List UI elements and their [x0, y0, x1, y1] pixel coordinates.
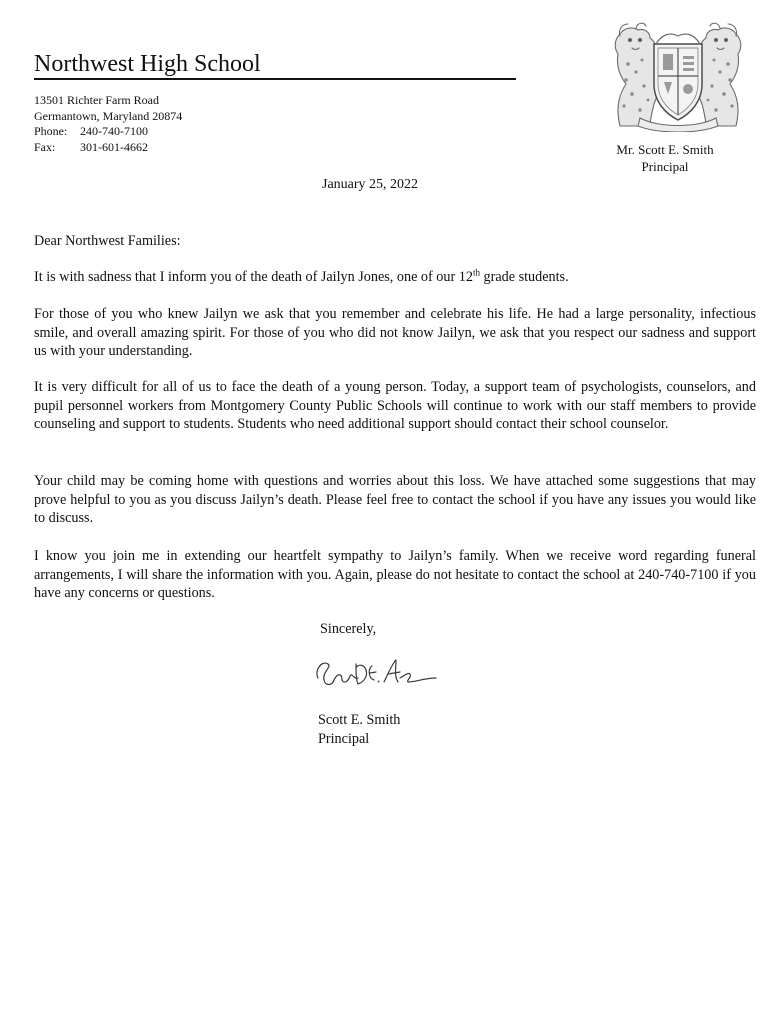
- paragraph-3: It is very difficult for all of us to face the death of a young person. Today, a support team of psychologists, counselors, and pupil personnel workers from Montgomery County Public Schools will continue to work with our staff members to provide counseling and support to students. Students who need additional support should contact their school counselor.: [34, 379, 756, 433]
- principal-title: Principal: [641, 159, 689, 174]
- address-line-2: Germantown, Maryland 20874: [34, 108, 183, 123]
- school-address: [34, 93, 182, 155]
- paragraph-1: [34, 268, 756, 287]
- principal-name: Mr. Scott E. Smith: [616, 142, 714, 157]
- signer-block: [318, 711, 400, 748]
- ordinal-suffix: th: [472, 267, 480, 278]
- closing: Sincerely,: [320, 621, 377, 637]
- fax-value: 301-601-4662: [80, 139, 148, 154]
- header-rule: [34, 78, 516, 80]
- phone-row: [34, 124, 182, 140]
- paragraph-4: Your child may be coming home with questions and worries about this loss. We have attached some suggestions that may prove helpful to you as you discuss Jailyn’s death. Please feel free to contact the school if you have any issues you would like to discuss.: [34, 473, 756, 527]
- handwritten-signature-icon: [312, 652, 442, 692]
- address-line-1: 13501 Richter Farm Road: [34, 93, 159, 107]
- paragraph-5: I know you join me in extending our heartfelt sympathy to Jailyn’s family. When we receive word regarding funeral arrangements, I will share the information with you. Again, please do not hesitate to contact the school at 240-740-7100 if you have any concerns or questions.: [34, 548, 756, 602]
- signer-title: Principal: [318, 730, 370, 747]
- paragraph-1-text: It is with sadness that I inform you of the death of Jailyn Jones, one of our 12: [34, 269, 473, 285]
- phone-value: 240-740-7100: [80, 124, 148, 138]
- signer-name: Scott E. Smith: [318, 712, 401, 728]
- fax-row: [34, 140, 182, 156]
- school-name: Northwest High School: [34, 51, 261, 77]
- fax-label: Fax:: [34, 139, 56, 154]
- principal-block: [600, 141, 730, 175]
- paragraph-1-text-end: grade students.: [479, 269, 569, 285]
- paragraph-2: For those of you who knew Jailyn we ask that you remember and celebrate his life. He had a large personality, infectious smile, and overall amazing spirit. For those of you who did not know Jailyn, we ask that you respect our sadness and support us with your understanding.: [34, 306, 756, 360]
- school-crest-icon: [606, 14, 750, 132]
- phone-label: Phone:: [34, 124, 68, 138]
- letter-date: January 25, 2022: [322, 177, 419, 192]
- salutation: Dear Northwest Families:: [34, 233, 181, 249]
